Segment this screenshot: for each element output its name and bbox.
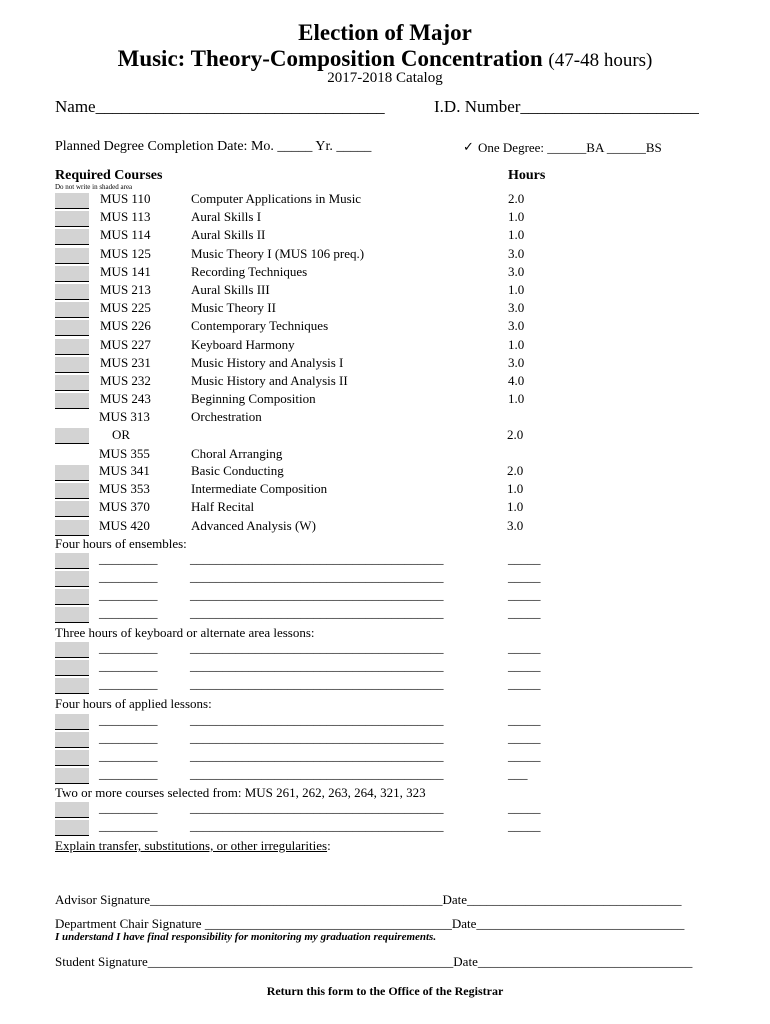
course-hours: 2.0 xyxy=(507,427,524,442)
course-code-blank[interactable]: _________ xyxy=(99,551,158,566)
course-code-blank[interactable]: _________ xyxy=(99,658,158,673)
course-hours: 3.0 xyxy=(508,300,525,316)
id-number-field[interactable]: I.D. Number_____________________ xyxy=(434,97,699,116)
course-title: Music Theory I (MUS 106 preq.) xyxy=(191,245,365,261)
course-hours: 3.0 xyxy=(508,245,525,261)
course-code: MUS 370 xyxy=(99,499,150,515)
form-title: Election of Major xyxy=(298,20,472,45)
course-hours: 1.0 xyxy=(508,209,525,225)
course-title-blank[interactable]: _______________________________________ xyxy=(190,712,444,727)
course-title: Choral Arranging xyxy=(191,446,283,461)
course-code-blank[interactable]: _________ xyxy=(99,766,158,781)
shaded-box xyxy=(55,284,89,300)
course-code: MUS 243 xyxy=(100,391,151,407)
hours-blank[interactable]: _____ xyxy=(508,818,541,833)
course-code: MUS 113 xyxy=(100,209,151,225)
course-hours: 1.0 xyxy=(508,391,525,407)
shaded-box xyxy=(55,802,89,818)
hours-blank[interactable]: _____ xyxy=(508,748,541,763)
shaded-box xyxy=(55,714,89,730)
advisor-signature-field[interactable]: Advisor Signature_____________________________________________Date_________________________________ xyxy=(55,892,682,907)
course-title: Computer Applications in Music xyxy=(191,191,362,206)
check-icon: ✓ xyxy=(463,139,474,154)
course-title: Music Theory II xyxy=(191,300,276,316)
hours-blank[interactable]: _____ xyxy=(508,658,541,673)
concentration-name: Music: Theory-Composition Concentration xyxy=(117,46,543,71)
course-title-blank[interactable]: _______________________________________ xyxy=(190,800,444,815)
hours-blank[interactable]: _____ xyxy=(508,587,541,602)
shaded-box xyxy=(55,483,89,499)
course-hours: 1.0 xyxy=(507,499,524,515)
course-code-blank[interactable]: _________ xyxy=(99,730,158,745)
course-title-blank[interactable]: _______________________________________ xyxy=(190,818,444,833)
hours-heading: Hours xyxy=(508,168,546,183)
hours-blank[interactable]: _____ xyxy=(508,730,541,745)
explain-text: Explain transfer, substitutions, or other irregularities xyxy=(55,838,328,853)
shaded-box xyxy=(55,320,89,336)
hours-blank[interactable]: _____ xyxy=(508,640,541,655)
course-hours: 4.0 xyxy=(508,373,525,388)
keyboard-heading: Three hours of keyboard or alternate area lessons: xyxy=(55,625,315,640)
hours-blank[interactable]: _____ xyxy=(508,569,541,584)
return-instruction: Return this form to the Office of the Registrar xyxy=(266,984,504,998)
course-code: MUS 420 xyxy=(99,517,150,533)
explain-colon: : xyxy=(327,838,331,853)
shaded-area-note: Do not write in shaded area xyxy=(55,183,133,191)
selected-courses-heading: Two or more courses selected from: MUS 261, 262, 263, 264, 321, 323 xyxy=(55,785,426,800)
applied-heading: Four hours of applied lessons: xyxy=(55,696,212,711)
shaded-box xyxy=(55,211,89,227)
course-code: MUS 141 xyxy=(100,263,151,279)
course-title: Half Recital xyxy=(191,499,255,515)
shaded-box xyxy=(55,501,89,517)
shaded-box xyxy=(55,553,89,569)
or-label: OR xyxy=(112,427,131,442)
name-field[interactable]: Name__________________________________ xyxy=(55,97,385,116)
course-code-blank[interactable]: _________ xyxy=(99,569,158,584)
shaded-box xyxy=(55,678,89,694)
hours-blank[interactable]: _____ xyxy=(508,800,541,815)
completion-date-field[interactable]: Planned Degree Completion Date: Mo. _____ Yr. _____ xyxy=(55,139,372,154)
hours-blank[interactable]: _____ xyxy=(508,605,541,620)
course-title-blank[interactable]: _______________________________________ xyxy=(190,766,444,781)
chair-signature-field[interactable]: Department Chair Signature ______________________________________Date________________________________ xyxy=(55,916,685,931)
course-hours: 1.0 xyxy=(508,227,525,243)
hours-blank[interactable]: _____ xyxy=(508,551,541,566)
shaded-box xyxy=(55,520,89,536)
course-code: MUS 114 xyxy=(100,227,151,243)
shaded-box xyxy=(55,248,89,264)
hours-blank[interactable]: ___ xyxy=(508,766,528,781)
course-code: MUS 232 xyxy=(100,373,151,388)
shaded-box xyxy=(55,820,89,836)
course-title: Music History and Analysis I xyxy=(191,354,344,370)
shaded-box xyxy=(55,660,89,676)
shaded-box xyxy=(55,571,89,587)
course-title: Intermediate Composition xyxy=(191,481,328,497)
explain-label xyxy=(55,838,331,854)
shaded-box xyxy=(55,607,89,623)
course-title-blank[interactable]: _______________________________________ xyxy=(190,748,444,763)
course-hours: 2.0 xyxy=(508,191,525,206)
shaded-box xyxy=(55,732,89,748)
course-hours: 1.0 xyxy=(508,282,525,297)
catalog-year: 2017-2018 Catalog xyxy=(327,70,443,86)
course-code-blank[interactable]: _________ xyxy=(99,676,158,691)
shaded-box xyxy=(55,193,89,209)
shaded-box xyxy=(55,750,89,766)
course-code-blank[interactable]: _________ xyxy=(99,712,158,727)
course-hours: 1.0 xyxy=(508,336,525,352)
course-code: MUS 225 xyxy=(100,300,151,316)
course-code: MUS 110 xyxy=(100,191,151,206)
required-courses-heading: Required Courses xyxy=(55,168,163,183)
course-code: MUS 226 xyxy=(100,318,151,334)
course-code-blank[interactable]: _________ xyxy=(99,605,158,620)
course-code-blank[interactable]: _________ xyxy=(99,748,158,763)
responsibility-note: I understand I have final responsibility for monitoring my graduation requirements. xyxy=(55,931,437,943)
course-title: Advanced Analysis (W) xyxy=(191,517,316,533)
shaded-box xyxy=(55,768,89,784)
shaded-box xyxy=(55,229,89,245)
total-hours: (47-48 hours) xyxy=(548,50,653,71)
course-code: MUS 355 xyxy=(99,446,150,461)
shaded-box xyxy=(55,393,89,409)
student-signature-field[interactable]: Student Signature_______________________________________________Date_________________________________ xyxy=(55,954,693,969)
course-hours: 3.0 xyxy=(508,318,525,334)
course-title-blank[interactable]: _______________________________________ xyxy=(190,569,444,584)
course-title-blank[interactable]: _______________________________________ xyxy=(190,551,444,566)
hours-blank[interactable]: _____ xyxy=(508,676,541,691)
shaded-box xyxy=(55,642,89,658)
course-title-blank[interactable]: _______________________________________ xyxy=(190,730,444,745)
shaded-box xyxy=(55,266,89,282)
course-title: Recording Techniques xyxy=(191,263,308,279)
course-title: Basic Conducting xyxy=(191,463,284,478)
course-title-blank[interactable]: _______________________________________ xyxy=(190,676,444,691)
course-title-blank[interactable]: _______________________________________ xyxy=(190,640,444,655)
course-code: MUS 353 xyxy=(99,481,150,497)
course-title: Orchestration xyxy=(191,409,262,424)
ensembles-heading: Four hours of ensembles: xyxy=(55,536,187,551)
course-title: Aural Skills II xyxy=(191,227,266,243)
course-title: Keyboard Harmony xyxy=(191,336,295,352)
course-title-blank[interactable]: _______________________________________ xyxy=(190,587,444,602)
shaded-box xyxy=(55,589,89,605)
course-title: Aural Skills I xyxy=(191,209,262,225)
course-code: MUS 227 xyxy=(100,336,151,352)
course-hours: 3.0 xyxy=(507,517,524,533)
shaded-box xyxy=(55,302,89,318)
course-title: Contemporary Techniques xyxy=(191,318,329,334)
shaded-box xyxy=(55,339,89,355)
course-hours: 3.0 xyxy=(508,263,525,279)
course-title: Beginning Composition xyxy=(191,391,316,407)
course-code: MUS 231 xyxy=(100,354,151,370)
course-code: MUS 313 xyxy=(99,409,150,424)
course-code-blank[interactable]: _________ xyxy=(99,640,158,655)
course-hours: 2.0 xyxy=(507,463,524,478)
course-code-blank[interactable]: _________ xyxy=(99,818,158,833)
course-code: MUS 341 xyxy=(99,463,150,478)
course-title: Aural Skills III xyxy=(191,282,270,297)
shaded-box xyxy=(55,357,89,373)
course-title-blank[interactable]: _______________________________________ xyxy=(190,658,444,673)
degree-field[interactable]: One Degree: ______BA ______BS xyxy=(478,140,662,155)
form-subtitle xyxy=(0,46,770,72)
course-code-blank[interactable]: _________ xyxy=(99,587,158,602)
course-title-blank[interactable]: _______________________________________ xyxy=(190,605,444,620)
course-code: MUS 125 xyxy=(100,245,151,261)
course-hours: 1.0 xyxy=(507,481,524,497)
course-code-blank[interactable]: _________ xyxy=(99,800,158,815)
course-code: MUS 213 xyxy=(100,282,151,297)
shaded-box xyxy=(55,428,89,444)
hours-blank[interactable]: _____ xyxy=(508,712,541,727)
shaded-box xyxy=(55,465,89,481)
course-hours: 3.0 xyxy=(508,354,525,370)
shaded-box xyxy=(55,375,89,391)
course-title: Music History and Analysis II xyxy=(191,373,348,388)
